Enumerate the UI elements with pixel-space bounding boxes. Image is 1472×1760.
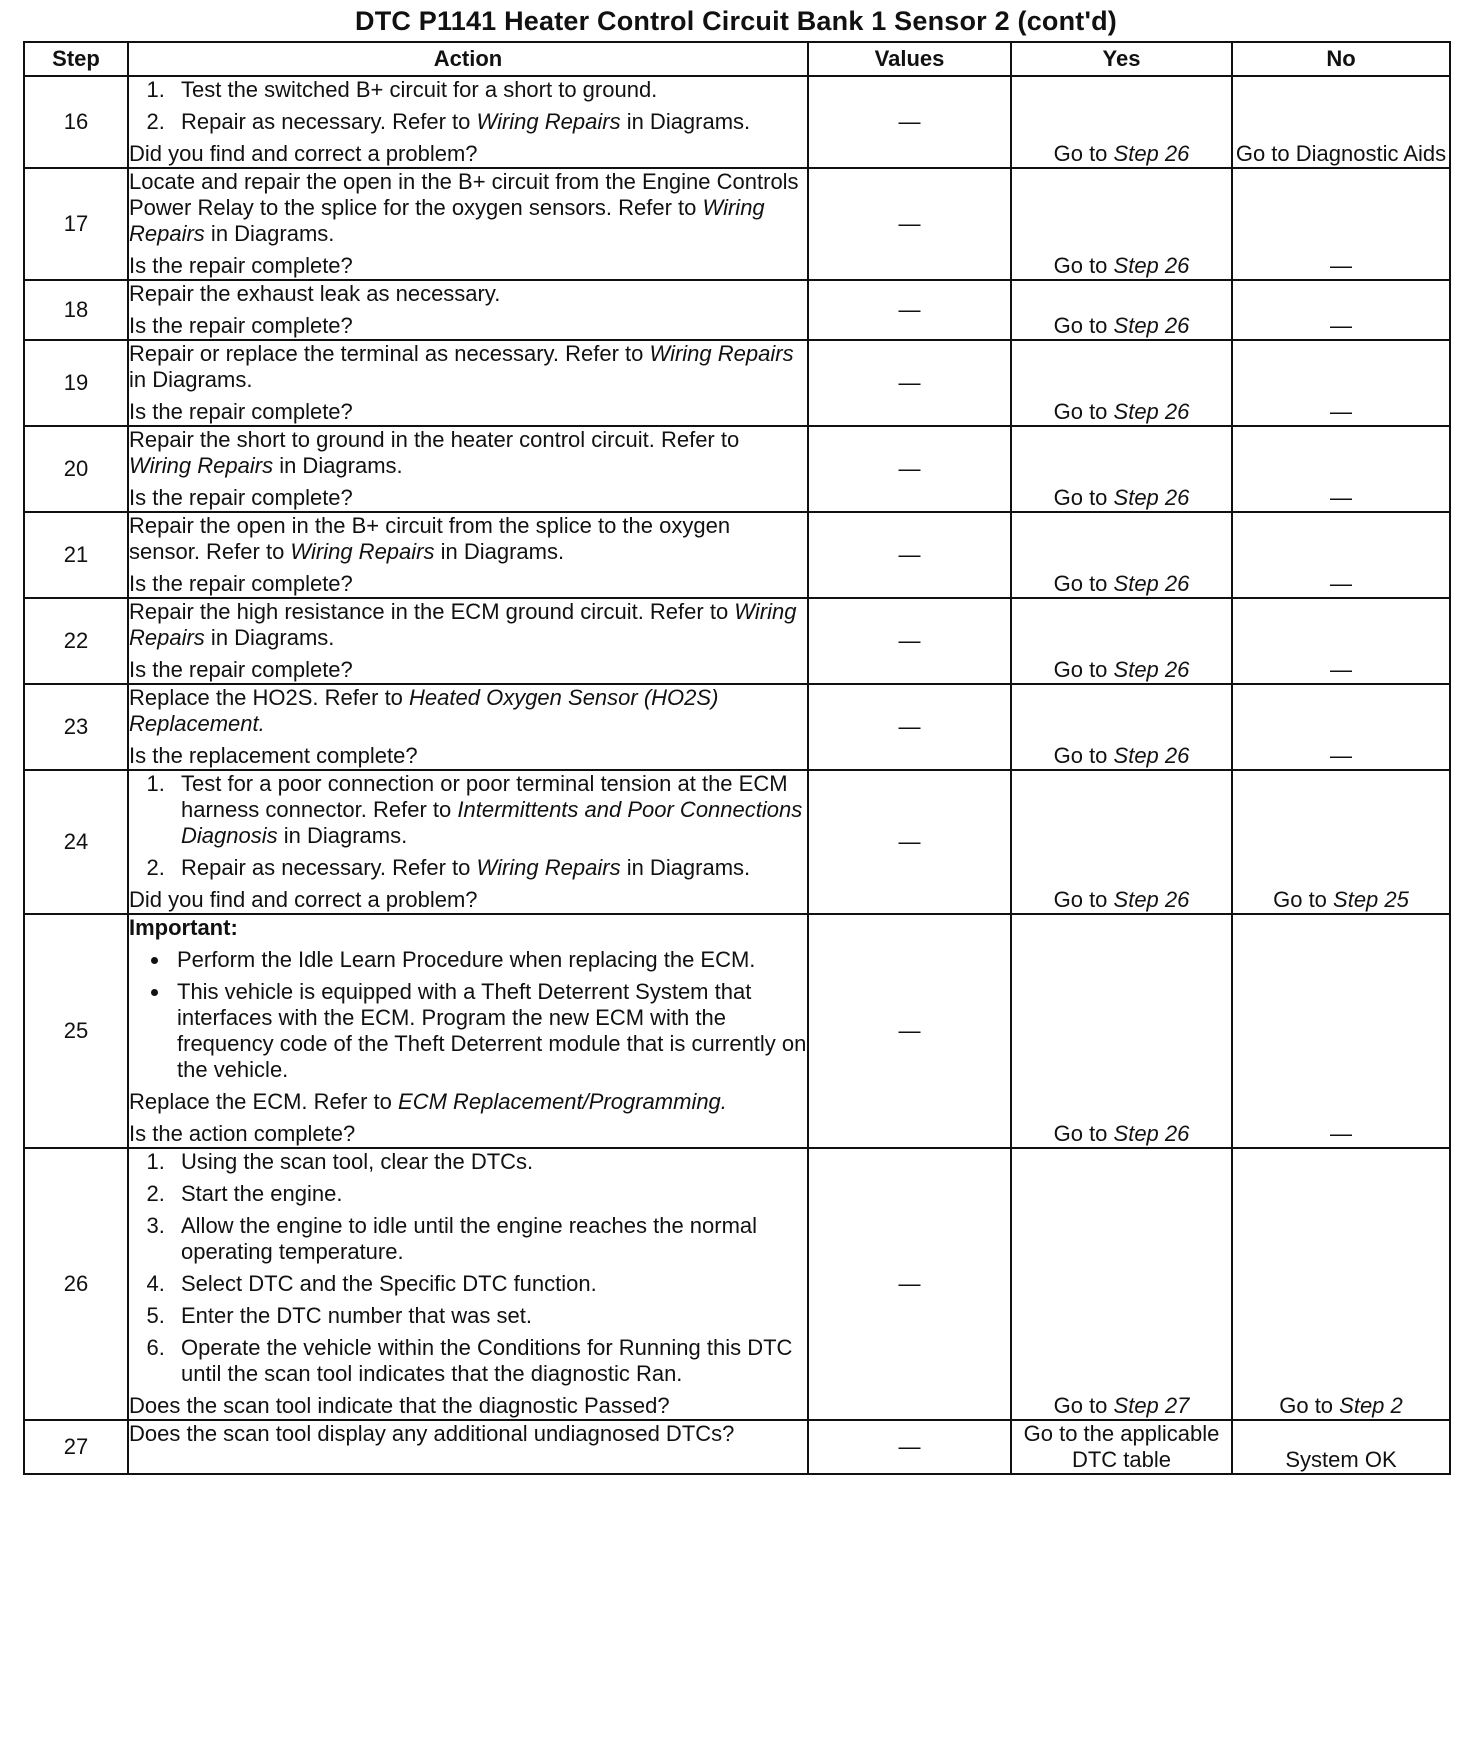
no-cell (1232, 770, 1450, 914)
text-run: Repair the high resistance in the ECM ground circuit. Refer to (129, 599, 735, 624)
text-run: in Diagrams. (204, 221, 335, 246)
yes-cell (1011, 598, 1232, 684)
italic-ref: Step 26 (1113, 253, 1190, 278)
no-cell (1232, 914, 1450, 1148)
table-row (24, 1148, 1450, 1420)
italic-ref: Step 26 (1113, 743, 1190, 768)
table-row (24, 512, 1450, 598)
text-run: Go to (1279, 1393, 1340, 1418)
action-cell (128, 512, 808, 598)
table-row (24, 684, 1450, 770)
text-run: Locate and repair the open in the B+ circuit from the Engine Controls Power Relay to the splice for the oxygen sensors. Refer to (129, 169, 799, 220)
header-yes: Yes (1011, 42, 1232, 76)
action-paragraph (129, 599, 807, 651)
action-paragraph (129, 513, 807, 565)
list-item (171, 1335, 807, 1387)
no-cell (1232, 1148, 1450, 1420)
action-cell (128, 1420, 808, 1474)
text-run: Repair the short to ground in the heater control circuit. Refer to (129, 427, 740, 452)
step-number: 26 (24, 1148, 128, 1420)
table-row (24, 76, 1450, 168)
yes-cell (1011, 1420, 1232, 1474)
text-run: — (1330, 399, 1352, 424)
text-run: — (1330, 485, 1352, 510)
action-cell (128, 340, 808, 426)
values-cell: — (808, 426, 1011, 512)
action-question: Does the scan tool indicate that the diagnostic Passed? (129, 1393, 670, 1418)
step-number: 17 (24, 168, 128, 280)
action-question: Is the repair complete? (129, 571, 353, 596)
table-row (24, 914, 1450, 1148)
text-run: Select DTC and the Specific DTC function. (181, 1271, 597, 1296)
table-row (24, 426, 1450, 512)
action-cell (128, 914, 808, 1148)
italic-ref: Step 26 (1113, 571, 1190, 596)
yes-cell (1011, 76, 1232, 168)
italic-ref: Step 26 (1113, 141, 1190, 166)
text-run: in Diagrams. (204, 625, 335, 650)
action-question: Is the repair complete? (129, 253, 353, 278)
text-run: Go to (1053, 313, 1114, 338)
action-question: Is the repair complete? (129, 399, 353, 424)
action-cell (128, 168, 808, 280)
text-run: Repair the exhaust leak as necessary. (129, 281, 501, 306)
step-number: 20 (24, 426, 128, 512)
action-paragraph (129, 281, 807, 307)
italic-ref: Wiring Repairs (649, 341, 794, 366)
text-run: — (1330, 1121, 1352, 1146)
values-cell: — (808, 512, 1011, 598)
text-run: Go to (1273, 887, 1334, 912)
list-item (171, 1181, 807, 1207)
table-row (24, 280, 1450, 340)
text-run: Go to (1053, 887, 1114, 912)
italic-ref: Step 26 (1113, 1121, 1190, 1146)
values-cell: — (808, 1148, 1011, 1420)
list-item (171, 1303, 807, 1329)
text-run: Does the scan tool display any additional undiagnosed DTCs? (129, 1421, 735, 1446)
text-run: Using the scan tool, clear the DTCs. (181, 1149, 534, 1174)
action-cell (128, 1148, 808, 1420)
text-run: Start the engine. (181, 1181, 343, 1206)
yes-cell (1011, 512, 1232, 598)
text-run: Repair or replace the terminal as necessary. Refer to (129, 341, 650, 366)
header-action: Action (128, 42, 808, 76)
no-cell (1232, 684, 1450, 770)
italic-ref: Step 2 (1339, 1393, 1403, 1418)
text-run: in Diagrams. (434, 539, 565, 564)
text-run: Go to (1053, 485, 1114, 510)
list-item (171, 855, 807, 881)
text-run: Go to (1053, 657, 1114, 682)
bullet-list (129, 947, 807, 1083)
italic-ref: Step 27 (1113, 1393, 1190, 1418)
action-cell (128, 684, 808, 770)
header-values: Values (808, 42, 1011, 76)
action-cell (128, 280, 808, 340)
action-paragraph (129, 685, 807, 737)
text-run: Go to the applicable DTC table (1023, 1421, 1220, 1472)
step-number: 18 (24, 280, 128, 340)
numbered-list (129, 77, 807, 135)
values-cell: — (808, 76, 1011, 168)
step-number: 19 (24, 340, 128, 426)
action-cell (128, 426, 808, 512)
step-number: 24 (24, 770, 128, 914)
yes-cell (1011, 340, 1232, 426)
table-row (24, 168, 1450, 280)
text-run: Go to (1053, 743, 1114, 768)
italic-ref: Wiring Repairs (129, 599, 797, 650)
text-run: Replace the ECM. Refer to (129, 1089, 399, 1114)
list-item (171, 77, 807, 103)
important-label: Important: (129, 915, 238, 940)
header-step: Step (24, 42, 128, 76)
text-run: in Diagrams. (129, 367, 253, 392)
numbered-list (129, 771, 807, 881)
text-run: Go to (1053, 1121, 1114, 1146)
step-number: 25 (24, 914, 128, 1148)
yes-cell (1011, 168, 1232, 280)
italic-ref: Step 26 (1113, 313, 1190, 338)
table-row (24, 770, 1450, 914)
list-item (171, 947, 807, 973)
italic-ref: Step 26 (1113, 657, 1190, 682)
action-cell (128, 770, 808, 914)
italic-ref: Wiring Repairs (290, 539, 435, 564)
action-question: Is the action complete? (129, 1121, 356, 1146)
text-run: — (1330, 253, 1352, 278)
text-run: Enter the DTC number that was set. (181, 1303, 532, 1328)
text-run: — (1330, 743, 1352, 768)
italic-ref: Step 25 (1333, 887, 1409, 912)
text-run: Go to (1053, 399, 1114, 424)
italic-ref: Wiring Repairs (129, 195, 765, 246)
list-item (171, 1149, 807, 1175)
text-run: Repair as necessary. Refer to (181, 855, 477, 880)
text-run: System OK (1285, 1447, 1397, 1472)
text-run: in Diagrams. (277, 823, 408, 848)
list-item (171, 771, 807, 849)
diagnostic-table (23, 41, 1451, 1475)
action-question: Is the repair complete? (129, 485, 353, 510)
yes-cell (1011, 426, 1232, 512)
list-item (171, 1213, 807, 1265)
action-paragraph (129, 341, 807, 393)
no-cell (1232, 426, 1450, 512)
no-cell (1232, 598, 1450, 684)
italic-ref: Wiring Repairs (476, 855, 621, 880)
italic-ref: Step 26 (1113, 399, 1190, 424)
values-cell: — (808, 340, 1011, 426)
list-item (171, 979, 807, 1083)
text-run: Perform the Idle Learn Procedure when replacing the ECM. (177, 947, 756, 972)
header-no: No (1232, 42, 1450, 76)
values-cell: — (808, 168, 1011, 280)
list-item (171, 109, 807, 135)
values-cell: — (808, 280, 1011, 340)
table-row (24, 340, 1450, 426)
text-run: in Diagrams. (620, 109, 751, 134)
action-cell (128, 598, 808, 684)
italic-ref: Heated Oxygen Sensor (HO2S) Replacement. (129, 685, 719, 736)
values-cell: — (808, 684, 1011, 770)
text-run: Go to (1053, 141, 1114, 166)
action-paragraph (129, 1421, 807, 1447)
values-cell: — (808, 1420, 1011, 1474)
text-run: Go to (1053, 1393, 1114, 1418)
page-title: DTC P1141 Heater Control Circuit Bank 1 Sensor 2 (cont'd) (355, 6, 1117, 36)
text-run: — (1330, 313, 1352, 338)
no-cell (1232, 1420, 1450, 1474)
text-run: Go to Diagnostic Aids (1235, 141, 1447, 166)
text-run: Operate the vehicle within the Conditions for Running this DTC until the scan tool indicates that the diagnostic Ran. (181, 1335, 793, 1386)
no-cell (1232, 76, 1450, 168)
italic-ref: Step 26 (1113, 887, 1190, 912)
text-run: in Diagrams. (273, 453, 403, 478)
text-run: Go to (1053, 253, 1114, 278)
text-run: Go to (1053, 571, 1114, 596)
text-run: Allow the engine to idle until the engine reaches the normal operating temperature. (181, 1213, 758, 1264)
text-run: Repair as necessary. Refer to (181, 109, 477, 134)
table-row (24, 598, 1450, 684)
text-run: Repair the open in the B+ circuit from the splice to the oxygen sensor. Refer to (129, 513, 731, 564)
text-run: in Diagrams. (620, 855, 751, 880)
italic-ref: Wiring Repairs (129, 453, 274, 478)
action-question: Is the repair complete? (129, 657, 353, 682)
yes-cell (1011, 914, 1232, 1148)
values-cell: — (808, 914, 1011, 1148)
table-header-row (24, 42, 1450, 76)
text-run: — (1330, 657, 1352, 682)
no-cell (1232, 512, 1450, 598)
no-cell (1232, 280, 1450, 340)
yes-cell (1011, 684, 1232, 770)
step-number: 16 (24, 76, 128, 168)
text-run: Test for a poor connection or poor terminal tension at the ECM harness connector. Refer to (181, 771, 788, 822)
text-run: This vehicle is equipped with a Theft Deterrent System that interfaces with the ECM. Program the new ECM with the frequency code of the Theft Deterrent module that is currently on the vehicle. (177, 979, 807, 1082)
action-question: Is the replacement complete? (129, 743, 418, 768)
action-question: Did you find and correct a problem? (129, 141, 478, 166)
yes-cell (1011, 1148, 1232, 1420)
list-item (171, 1271, 807, 1297)
values-cell: — (808, 770, 1011, 914)
action-cell (128, 76, 808, 168)
no-cell (1232, 168, 1450, 280)
text-run: Test the switched B+ circuit for a short to ground. (181, 77, 658, 102)
italic-ref: Wiring Repairs (476, 109, 621, 134)
step-number: 21 (24, 512, 128, 598)
action-question: Did you find and correct a problem? (129, 887, 478, 912)
table-row (24, 1420, 1450, 1474)
action-paragraph (129, 427, 807, 479)
values-cell: — (808, 598, 1011, 684)
yes-cell (1011, 770, 1232, 914)
yes-cell (1011, 280, 1232, 340)
italic-ref: ECM Replacement/Programming. (398, 1089, 727, 1114)
italic-ref: Intermittents and Poor Connections Diagnosis (181, 797, 803, 848)
action-question: Is the repair complete? (129, 313, 353, 338)
numbered-list (129, 1149, 807, 1387)
action-paragraph (129, 169, 807, 247)
step-number: 27 (24, 1420, 128, 1474)
text-run: Replace the HO2S. Refer to (129, 685, 410, 710)
no-cell (1232, 340, 1450, 426)
italic-ref: Step 26 (1113, 485, 1190, 510)
text-run: — (1330, 571, 1352, 596)
step-number: 23 (24, 684, 128, 770)
step-number: 22 (24, 598, 128, 684)
action-paragraph (129, 1089, 807, 1115)
